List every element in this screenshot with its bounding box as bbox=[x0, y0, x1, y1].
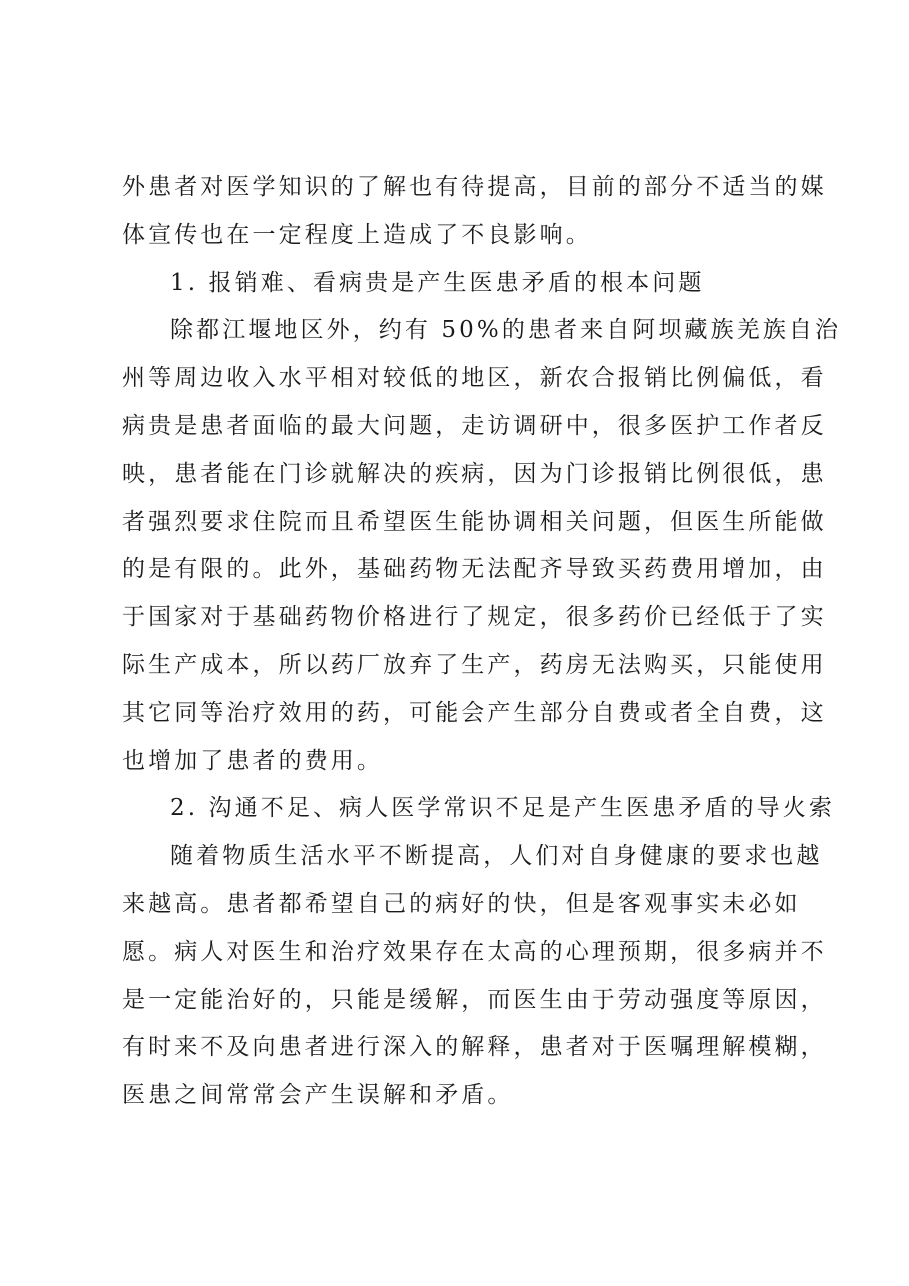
text-line: 也增加了患者的费用。 bbox=[122, 747, 383, 774]
text-line: 际生产成本，所以药厂放弃了生产，药房无法购买，只能使用 bbox=[122, 651, 827, 678]
text-line: 州等周边收入水平相对较低的地区，新农合报销比例偏低，看 bbox=[122, 365, 827, 392]
text-line: 有时来不及向患者进行深入的解释，患者对于医嘱理解模糊， bbox=[122, 1034, 827, 1061]
text-line: 病贵是患者面临的最大问题，走访调研中，很多医护工作者反 bbox=[122, 412, 827, 439]
text-line: 体宣传也在一定程度上造成了不良影响。 bbox=[122, 221, 592, 248]
section-heading-2 bbox=[122, 785, 835, 833]
heading-text: 2. 沟通不足、病人医学常识不足是产生医患矛盾的导火索 bbox=[170, 795, 835, 822]
heading-text: 1. 报销难、看病贵是产生医患矛盾的根本问题 bbox=[170, 269, 705, 296]
text-line: 其它同等治疗效用的药，可能会产生部分自费或者全自费，这 bbox=[122, 699, 827, 726]
text-line: 外患者对医学知识的了解也有待提高，目前的部分不适当的媒 bbox=[122, 174, 827, 200]
text-line: 来越高。患者都希望自己的病好的快，但是客观事实未必如 bbox=[122, 890, 801, 917]
text-line: 的是有限的。此外，基础药物无法配齐导致买药费用增加，由 bbox=[122, 556, 827, 583]
text-line: 除都江堰地区外，约有 50%的患者来自阿坝藏族羌族自治 bbox=[170, 317, 842, 344]
paragraph-section-1 bbox=[122, 307, 842, 785]
text-line: 医患之间常常会产生误解和矛盾。 bbox=[122, 1082, 514, 1109]
text-line: 于国家对于基础药物价格进行了规定，很多药价已经低于了实 bbox=[122, 604, 827, 631]
section-heading-1 bbox=[122, 260, 800, 308]
paragraph-section-2 bbox=[122, 833, 827, 1120]
text-line: 映，患者能在门诊就解决的疾病，因为门诊报销比例很低，患 bbox=[122, 460, 827, 487]
text-line: 是一定能治好的，只能是缓解，而医生由于劳动强度等原因， bbox=[122, 986, 827, 1013]
document-body bbox=[122, 164, 842, 1120]
text-line: 随着物质生活水平不断提高，人们对自身健康的要求也越 bbox=[170, 843, 823, 870]
paragraph-intro-continuation bbox=[122, 164, 827, 260]
text-line: 愿。病人对医生和治疗效果存在太高的心理预期，很多病并不 bbox=[122, 938, 827, 965]
text-line: 者强烈要求住院而且希望医生能协调相关问题，但医生所能做 bbox=[122, 508, 827, 535]
